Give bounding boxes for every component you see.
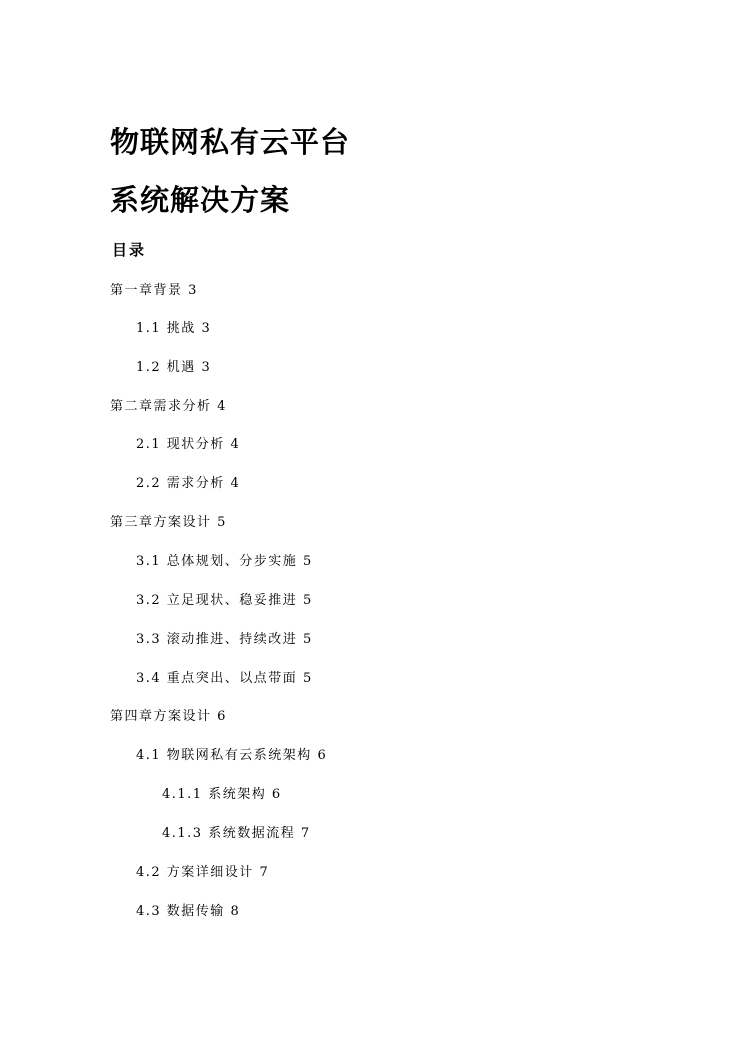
toc-entry-4-2: 4.2 方案详细设计 7	[136, 865, 270, 880]
toc-entry-1-2: 1.2 机遇 3	[136, 360, 212, 375]
toc-entry-4-1: 4.1 物联网私有云系统架构 6	[136, 748, 328, 763]
toc-entry-4-3: 4.3 数据传输 8	[136, 904, 241, 919]
toc-entry-chapter-3: 第三章方案设计 5	[110, 515, 227, 530]
toc-entry-chapter-1: 第一章背景 3	[110, 283, 198, 298]
document-title-line-2: 系统解决方案	[110, 183, 291, 217]
document-title-line-1: 物联网私有云平台	[110, 125, 351, 159]
toc-entry-1-1: 1.1 挑战 3	[136, 321, 212, 336]
toc-entry-chapter-2: 第二章需求分析 4	[110, 399, 227, 414]
toc-entry-2-2: 2.2 需求分析 4	[136, 476, 241, 491]
toc-heading: 目录	[112, 241, 147, 259]
toc-entry-3-3: 3.3 滚动推进、持续改进 5	[136, 632, 313, 647]
toc-entry-4-1-1: 4.1.1 系统架构 6	[162, 787, 282, 802]
toc-entry-2-1: 2.1 现状分析 4	[136, 437, 241, 452]
toc-entry-chapter-4: 第四章方案设计 6	[110, 709, 227, 724]
toc-entry-3-4: 3.4 重点突出、以点带面 5	[136, 671, 313, 686]
toc-entry-4-1-3: 4.1.3 系统数据流程 7	[162, 826, 311, 841]
toc-entry-3-2: 3.2 立足现状、稳妥推进 5	[136, 593, 313, 608]
toc-entry-3-1: 3.1 总体规划、分步实施 5	[136, 554, 313, 569]
